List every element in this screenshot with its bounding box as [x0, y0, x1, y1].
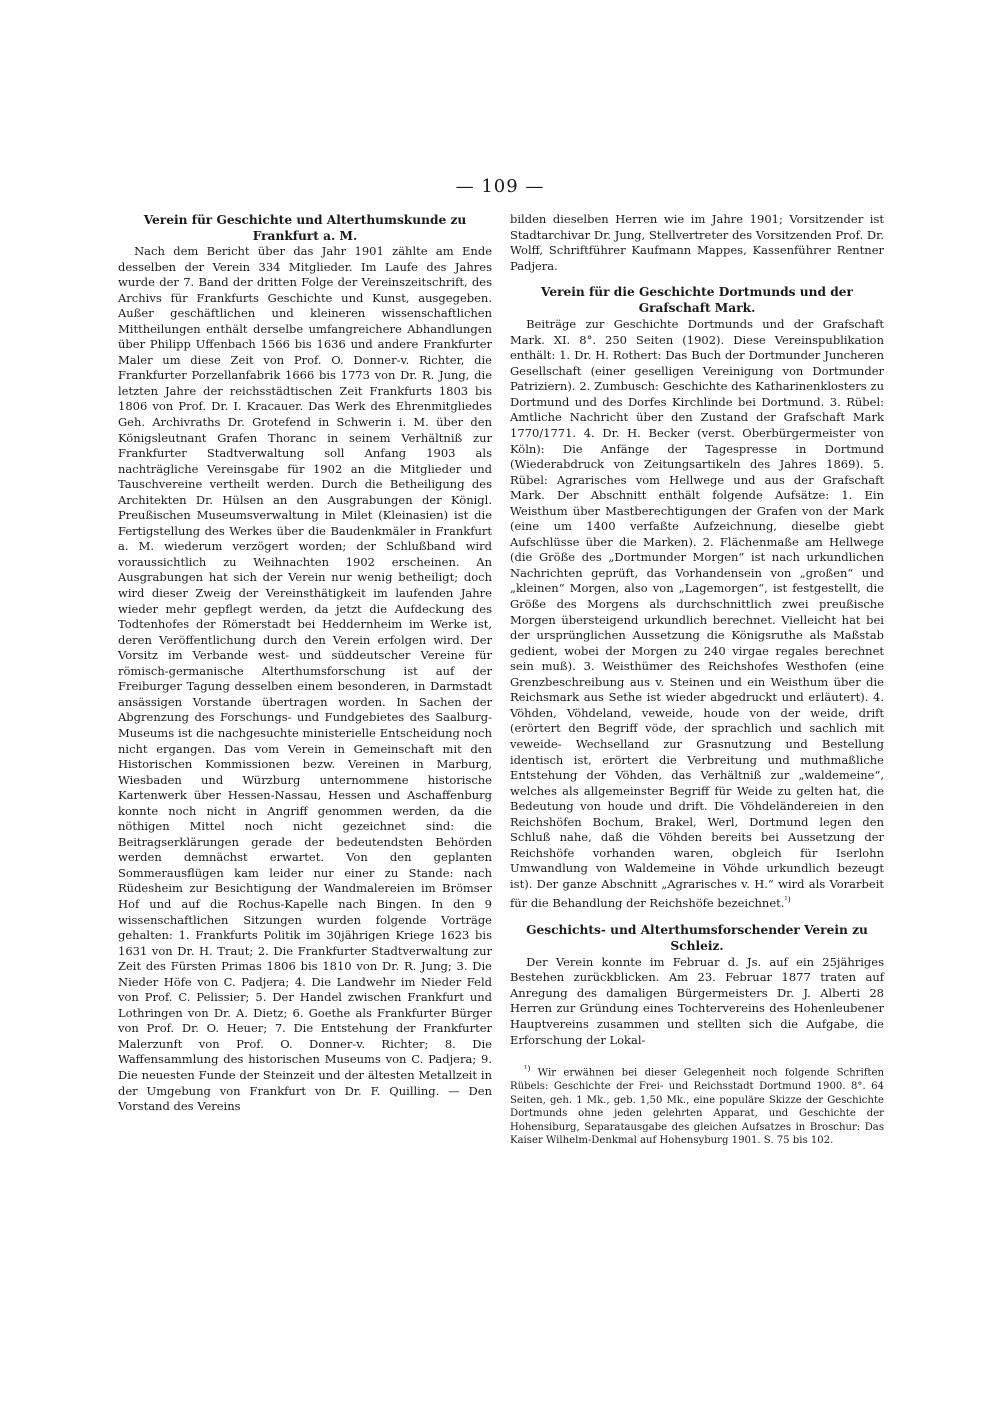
footnote-reference: ¹) — [784, 895, 791, 905]
footnote — [510, 1062, 884, 1148]
continuation-paragraph: bilden dieselben Herren wie im Jahre 1901; Vorsitzender ist Stadtarchivar Dr. Jung, Stellvertreter des Vorsitzenden Prof. Dr. Wolff, Schriftführer Kaufmann Mappes, Kassenführer Rentner Padjera. — [510, 212, 884, 273]
section-body-dortmund — [510, 317, 884, 912]
right-column — [510, 212, 884, 1148]
section-heading-dortmund: Verein für die Geschichte Dortmunds und der Grafschaft Mark. — [541, 285, 853, 316]
section-body-frankfurt: Nach dem Bericht über das Jahr 1901 zählte am Ende desselben der Verein 334 Mitglieder. Im Laufe des Jahres wurde der 7. Band der dritten Folge der Vereinszeitschrift, des Archivs für Frankfurts Geschichte und Kunst, ausgegeben. Außer geschäftlichen und kleineren wissenschaftlichen Mittheilungen enthält derselbe umfangreichere Abhandlungen über Philipp Uffenbach 1566 bis 1636 und andere Frankfurter Maler um diese Zeit von Prof. O. Donner-v. Richter, die Frankfurter Porzellanfabrik 1666 bis 1773 von Dr. R. Jung, die letzten Jahre der reichsstädtischen Zeit Frankfurts 1803 bis 1806 von Prof. Dr. I. Kracauer. Das Werk des Ehrenmitgliedes Geh. Archivraths Dr. Grotefend in Schwerin i. M. über den Königsleutnant Grafen Thoranc in seinem Verhältniß zur Frankfurter Stadtverwaltung soll Anfang 1903 als nachträgliche Vereinsgabe für 1902 an die Mitglieder und Tauschvereine vertheilt werden. Durch die Betheiligung des Architekten Dr. Hülsen an den Ausgrabungen der Königl. Preußischen Museumsverwaltung in Milet (Kleinasien) ist die Fertigstellung des Werkes über die Baudenkmäler in Frankfurt a. M. wiederum verzögert worden; der Schlußband wird voraussichtlich zu Weihnachten 1902 erscheinen. An Ausgrabungen hat sich der Verein nur wenig betheiligt; doch wird dieser Zweig der Vereinsthätigkeit im laufenden Jahre wieder mehr gepflegt werden, da jetzt die Aufdeckung des Todtenhofes der Römerstadt bei Heddernheim im Werke ist, deren Veröffentlichung durch den Verein erfolgen wird. Der Vorsitz im Verbande west- und süddeutscher Vereine für römisch-germanische Alterthumsforschung ist auf der Freiburger Tagung desselben einem besonderen, in Darmstadt ansässigen Vorstande übertragen worden. In Sachen der Abgrenzung des Forschungs- und Fundgebietes des Saalburg-Museums ist die nachgesuchte ministerielle Entscheidung noch nicht ergangen. Das vom Verein in Gemeinschaft mit den Historischen Kommissionen bezw. Vereinen in Marburg, Wiesbaden und Würzburg unternommene historische Kartenwerk über Hessen-Nassau, Hessen und Aschaffenburg konnte noch nicht in Angriff genommen werden, da die nöthigen Mittel noch nicht gezeichnet sind: die Beitragserklärungen gerade der bedeutendsten Behörden werden demnächst erwartet. Von den geplanten Sommerausflügen kam leider nur einer zu Stande: nach Rüdesheim zur Besichtigung der Wandmalereien im Brömser Hof und auf die Rochus-Kapelle nach Bingen. In den 9 wissenschaftlichen Sitzungen wurden folgende Vorträge gehalten: 1. Frankfurts Politik im 30jährigen Kriege 1623 bis 1631 von Dr. H. Traut; 2. Die Frankfurter Stadtverwaltung zur Zeit des Fürsten Primas 1806 bis 1810 von Dr. R. Jung; 3. Die Nieder Höfe von C. Padjera; 4. Die Landwehr im Nieder Feld von Prof. C. Pelissier; 5. Der Handel zwischen Frankfurt und Lothringen von Dr. A. Dietz; 6. Goethe als Frankfurter Bürger von Prof. Dr. O. Heuer; 7. Die Entstehung der Frankfurter Malerzunft von Prof. O. Donner-v. Richter; 8. Die Waffensammlung des historischen Museums von C. Padjera; 9. Die neuesten Funde der Steinzeit und der ältesten Metallzeit in der Umgebung von Frankfurt von Dr. F. Quilling. — Den Vorstand des Vereins — [118, 244, 492, 1114]
page-number: — 109 — — [455, 176, 545, 197]
section-body-schleiz: Der Verein konnte im Februar d. Js. auf ein 25jähriges Bestehen zurückblicken. Am 23. Februar 1877 traten auf Anregung des damaligen Bürgermeisters Dr. J. Alberti 28 Herren zur Gründung eines Tochtervereins des Hohenleubener Hauptvereins zusammen und stellten sich die Aufgabe, die Erforschung der Lokal- — [510, 954, 884, 1047]
footnote-text: Wir erwähnen bei dieser Gelegenheit noch folgende Schriften Rübels: Geschichte der Frei- und Reichsstadt Dortmund 1900. 8°. 64 Seiten, geh. 1 Mk., geb. 1,50 Mk., eine populäre Skizze der Geschichte Dortmunds ohne jeden gelehrten Apparat, und Geschichte der Hohensiburg, Separatausgabe des gleichen Aufsatzes in Broschur: Das Kaiser Wilhelm-Denkmal auf Hohensyburg 1901. S. 75 bis 102. — [510, 1067, 884, 1147]
footnote-marker: ¹) — [524, 1064, 531, 1074]
section-heading-frankfurt: Verein für Geschichte und Alterthumskunde zu Frankfurt a. M. — [143, 213, 467, 243]
left-column — [118, 212, 492, 1115]
section-heading-schleiz: Geschichts- und Alterthumsforschender Verein zu Schleiz. — [526, 922, 868, 953]
section-body-dortmund-text: Beiträge zur Geschichte Dortmunds und der Grafschaft Mark. XI. 8°. 250 Seiten (1902). Diese Vereinspublikation enthält: 1. Dr. H. Rothert: Das Buch der Dortmunder Juncheren Gesellschaft (einer geselligen Vereinigung von Dortmunder Patriziern). 2. Zumbusch: Geschichte des Katharinenklosters zu Dortmund und des Dorfes Kirchlinde bei Dortmund. 3. Rübel: Amtliche Nachricht über den Zustand der Grafschaft Mark 1770/1771. 4. Dr. H. Becker (verst. Oberbürgermeister von Köln): Die Anfänge der Tagespresse in Dortmund (Wiederabdruck von Zeitungsartikeln des Jahres 1869). 5. Rübel: Agrarisches vom Hellwege und aus der Grafschaft Mark. Der Abschnitt enthält folgende Aufsätze: 1. Ein Weisthum über Mastberechtigungen der Grafen von der Mark (eine um 1400 verfaßte Aufzeichnung, dieselbe giebt Aufschlüsse über die Marken). 2. Flächenmaße am Hellwege (die Größe des „Dortmunder Morgen“ ist nach urkundlichen Nachrichten geprüft, das Vorhandensein von „großen“ und „kleinen“ Morgen, also von „Lagemorgen“, ist festgestellt, die Größe des Morgens als durchschnittlich zwei preußische Morgen übersteigend urkundlich berechnet. Vielleicht hat bei der ursprünglichen Aussetzung die Königsruthe als Maßstab gedient, wobei der Morgen zu 240 virgae regales berechnet sein muß). 3. Weisthümer des Reichshofes Westhofen (eine Grenzbeschreibung aus v. Steinen und ein Weisthum über die Reichsmark aus Sethe ist wieder abgedruckt und erläutert). 4. Vöhden, Vöhdeland, veweide, houde von der weide, drift (erörtert den Begriff vöde, der sprachlich und sachlich mit veweide- Wechselland zur Grasnutzung und Bestellung identisch ist, erörtert die Verbreitung und muthmaßliche Entstehung der Vöhden, das Verhältniß zur „waldemeine“, welches als allgemeinster Begriff für Weide zu gelten hat, die Bedeutung von houde und drift. Die Vöhdeländereien in den Reichshöfen Bochum, Brakel, Werl, Dortmund legen den Schluß nahe, daß die Vöhden bereits bei Aussetzung der Reichshöfe vorhanden waren, obgleich für Iserlohn Umwandlung von Waldemeine in Vöhde urkundlich bezeugt ist). Der ganze Abschnitt „Agrarisches v. H.“ wird als Vorarbeit für die Behandlung der Reichshöfe bezeichnet. — [510, 317, 884, 911]
